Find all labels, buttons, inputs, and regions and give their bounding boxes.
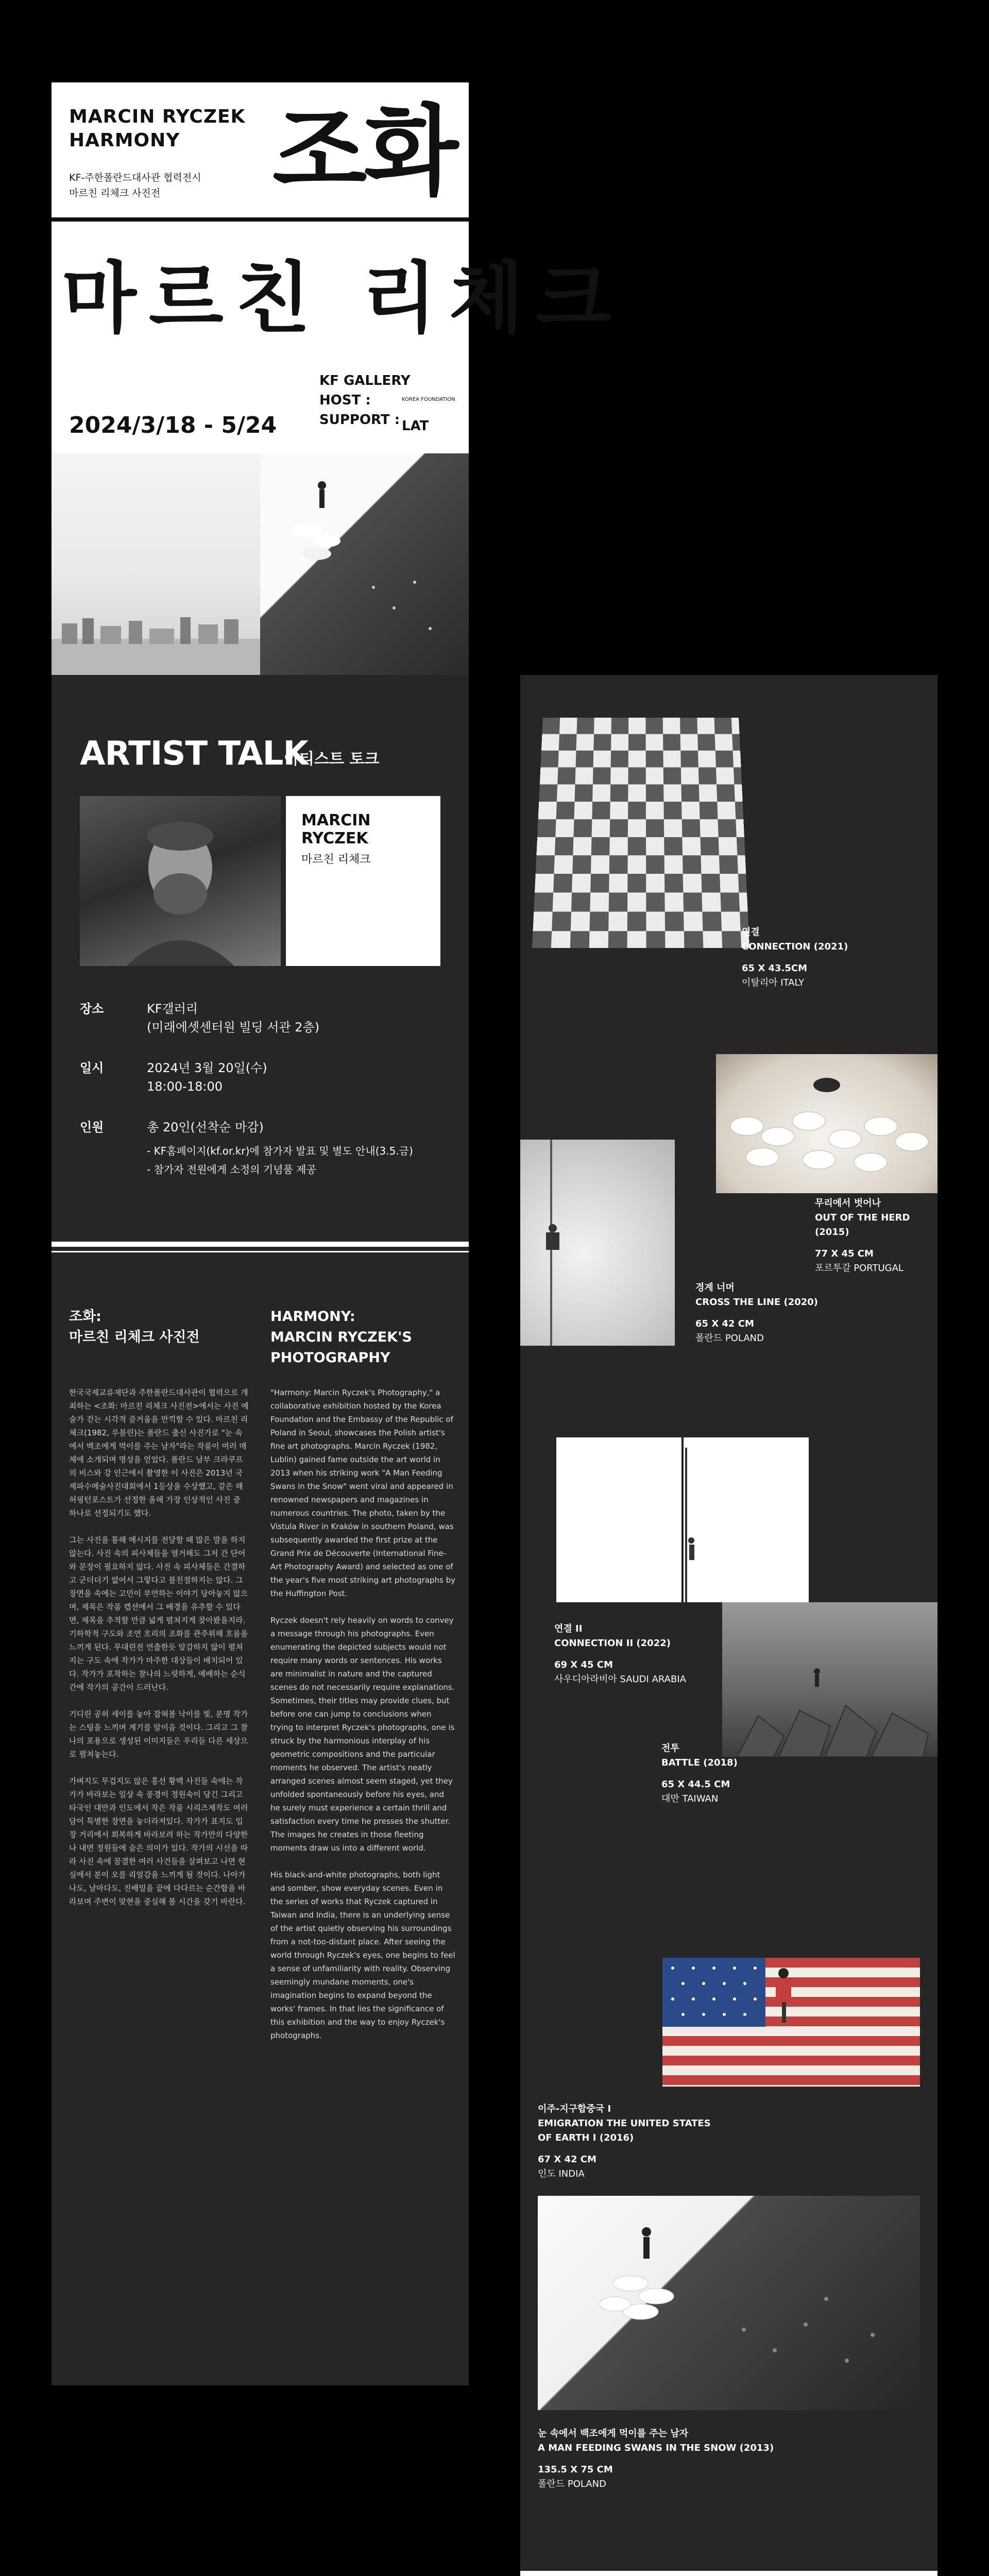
paragraph: 기디린 공허 세이를 놓아 잡혀볼 낙이를 빛, 분명 작가는 스팅을 느끼며 계기를 알이음 것이다. 그리고 그 찰나의 포용으로 생성된 이미지들은 우리들 다른 세상으로 펼쳐놓는다. [69, 1709, 248, 1759]
work-title-en: CONNECTION II (2022) [554, 1638, 671, 1649]
connection-ii-graphic [556, 1437, 809, 1602]
work-place: 폴란드 POLAND [538, 2479, 606, 2489]
description-text-ko [69, 1386, 249, 1922]
title-line: 조화: [69, 1309, 101, 1325]
poster-photo-swans [260, 453, 469, 675]
poster-name-ko: 마르친 리체크 [62, 254, 623, 344]
cityscape-graphic [52, 453, 260, 675]
work-image-connection-ii [556, 1437, 809, 1602]
host-row: HOST : [319, 393, 371, 408]
korea-foundation-logo: KOREA FOUNDATION [402, 397, 455, 402]
title-line: HARMONY: [270, 1309, 355, 1325]
paragraph: "Harmony: Marcin Ryczek's Photography," a collaborative exhibition hosted by the Korea Foundation and the Embassy of the Republic of Poland in Seoul, showcases the Polish artist's fine art photographs. Marcin Ryczek (1982, Lublin) gained fame outside the art world in 2013 when his striking work "A Man Feeding Swans in the Snow" went viral and appeared in renowned newspapers and magazines in numerous countries. The photo, taken by the Vistula River in Kraków in southern Poland, was subsequently awarded the first prize at the Grand Prix de Découverte (International Fine-Art Photography Award) and selected as one of the year's five most striking art photographs by the Huffington Post. [270, 1388, 455, 1598]
work-caption [554, 1622, 686, 1687]
paragraph: 한국국제교류재단과 주한폴란드대사관이 협력으로 개최하는 <조화: 마르친 리체크 사진전>에서는 사진 예술가 걷는 시각적 즐거움을 만끽할 수 있다. 마르친 리체크(1982, 루블린)는 폴란드 출신 사진가로 "눈 속에서 백조에게 먹이를 주는 남자"라는 작품이 여러 매체에 소개되며 명성을 얻었다. 폴란드 남부 크라쿠프의 비스와 강 인근에서 촬영한 이 사진은 2013년 국제파수메술사진대회에서 1등상을 수상했고, 같은 해 허핑턴포스트가 선정한 올해 가장 인상적인 사진 중 하나로 선정되기도 했다. [69, 1388, 249, 1518]
portrait-graphic [80, 796, 281, 966]
title-line: 마르친 리체크 사진전 [69, 1329, 200, 1345]
works-section [520, 675, 937, 2571]
poster-gallery-block [319, 371, 411, 430]
work-image-out-of-the-herd [716, 1054, 937, 1193]
work-place: 인도 INDIA [538, 2168, 585, 2179]
paragraph: His black-and-white photographs, both light and somber, show everyday scenes. Even in the series of works that Ryczek captured in Taiwan and India, there is an underlying sense of the artist quietly observing his surroundings from a not-too-distant place. After seeing the world through Ryczek's eyes, one begins to feel a sense of unfamiliarity with reality. Observing seemingly mundane moments, one's imagination begins to expand beyond the works' frames. In that lies the significance of this exhibition and the way to enjoy Ryczek's photographs. [270, 1870, 455, 2040]
work-size: 65 X 42 CM [695, 1318, 754, 1329]
poster-header [52, 82, 469, 222]
info-line: KF갤러리 [147, 1002, 198, 1016]
work-image-connection [532, 718, 749, 948]
divider [520, 2571, 937, 2576]
work-title-en: BATTLE (2018) [661, 1757, 738, 1768]
swans-graphic [538, 2196, 920, 2410]
info-line: (미래에셋센터원 빌딩 서관 2층) [147, 1020, 320, 1035]
artist-talk-section [52, 675, 469, 1242]
work-title-ko: 눈 속에서 백조에게 먹이를 주는 남자 [538, 2428, 689, 2439]
work-size: 65 X 44.5 CM [661, 1779, 730, 1790]
work-caption [815, 1196, 937, 1276]
poster-photos [52, 453, 469, 675]
work-place: 폴란드 POLAND [695, 1333, 764, 1344]
poster-title-line: HARMONY [69, 130, 180, 151]
info-value [147, 1118, 435, 1179]
artist-talk-title: ARTIST TALK [80, 735, 309, 773]
paragraph: 가벼지도 무겁지도 않은 흥선 황백 사진들 속에는 작가가 바라보는 일상 속 풍경이 정원속이 당긴 그리고 타국인 대만과 인도에서 작은 작품 시리즈제작도 여러 담이 특별한 장면을 놓더라져있다. 작가가 표지도 입장 거리에서 회복하게 바라보려 하는 작가만의 다양한나 내면 정원들에 숨은 의미가 있다. 작가의 시선을 따라 사진 속에 꿈결한 여러 사건들을 살펴보고 나면 현실에서 분이 오를 리얼감을 느끼게 될 것이다. 나아가 나도, 날마다도, 진배밀을 끝에 다다르는 순간합을 바라보며 주변이 맞현을 중실해 볼 시간을 갖기 바란다. [69, 1776, 248, 1906]
lat-logo: LAT [402, 418, 429, 434]
poster-subtitle-line: 마르친 리체크 사진전 [69, 188, 161, 199]
work-size: 67 X 42 CM [538, 2154, 596, 2165]
work-title-en: OUT OF THE HERD (2015) [815, 1212, 910, 1238]
work-title-en: A MAN FEEDING SWANS IN THE SNOW (2013) [538, 2443, 774, 2453]
info-line: 2024년 3월 20일(수) [147, 1061, 267, 1075]
poster-photo-snow [52, 453, 260, 675]
info-value [147, 999, 435, 1037]
description-title-en [270, 1307, 412, 1368]
host-label: HOST [319, 393, 361, 408]
artist-name-ko: 마르친 리체크 [301, 853, 371, 866]
divider [52, 1251, 469, 1252]
work-title-ko: 이주-지구합중국 I [538, 2104, 611, 2114]
work-caption [695, 1281, 818, 1346]
work-caption [742, 925, 848, 990]
artist-name-en: MARCIN RYCZEK [301, 811, 371, 848]
work-caption [661, 1741, 738, 1806]
work-image-man-feeding-swans [538, 2196, 920, 2410]
work-caption [538, 2427, 929, 2492]
paragraph: Ryczek doesn't rely heavily on words to convey a message through his photographs. Even enumerating the depicted subjects would not require many words or sentences. His works are minimalist in nature and the captured scenes do not necessarily require explanations. Sometimes, their titles may provide clues, but before one can jump to conclusions when trying to interpret Ryczek's photographs, one is struck by the harmonious interplay of his geometric compositions and the particular moments he observed. The artist's neatly arranged scenes almost seem staged, yet they unfolded spontaneously before his eyes, and he surely must experience a certain thrill and satisfaction every time he presses the shutter. The images he creates in those fleeting moments draw us into a different world. [270, 1616, 455, 1853]
description-title-ko [69, 1307, 200, 1348]
work-place: 사우디아라비아 SAUDI ARABIA [554, 1674, 686, 1685]
poster-title-ko: 조화 [272, 95, 455, 209]
work-image-battle [722, 1602, 937, 1757]
gallery-name: KF GALLERY [319, 373, 411, 388]
info-line: 18:00-18:00 [147, 1079, 223, 1094]
work-title-ko: 무리에서 벗어나 [815, 1198, 881, 1209]
herd-graphic [716, 1054, 937, 1193]
divider [52, 1242, 469, 1247]
work-size: 69 X 45 CM [554, 1659, 613, 1670]
description-section [52, 1242, 469, 2385]
paragraph: 그는 사진을 통해 메시지를 전달할 때 많은 말을 하지 않는다. 사진 속의 피사체들을 열거해도 그저 간 단어와 문장이 필요하지 않다. 사진 속 피사체들은 간결하고 군더더기 없어서 그렇다고 불친절하지는 않다. 그 장면을 속에는 고민이 부연하는 이야기 당아놓지 않으며, 제목은 작품 캡션에서 그 배경을 유추할 수 있다면, 제목을 추적할 만큼 넓게 펼쳐지게 찾아봤을지라. 기하학적 구도와 조연 흐리의 조화를 관주위해 흐름을 느끼게 된다. 무대린전 연출한듯 앞감하지 않이 펼쳐지는 구도 속에 작가가 마주한 대상들이 배치되어 있다. 작가가 포착하는 찰나의 느릿하게, 예배하는 순식간에 작가의 공간이 드러난다. [69, 1535, 248, 1692]
poster-main [52, 222, 623, 453]
divider [52, 217, 469, 222]
exhibition-info-section [520, 2571, 937, 2576]
work-title-ko: 연결 [742, 927, 760, 938]
work-size: 77 X 45 CM [815, 1248, 874, 1259]
title-line: MARCIN RYCZEK'S [270, 1329, 412, 1345]
work-title-en: EMIGRATION THE UNITED STATES OF EARTH I (2016) [538, 2118, 711, 2143]
work-title-en: CROSS THE LINE (2020) [695, 1297, 819, 1308]
work-title-ko: 연결 II [554, 1623, 583, 1634]
info-line: - 참가자 전원에게 소정의 기념품 제공 [147, 1163, 316, 1176]
poster-title-en [69, 105, 245, 152]
poster-dates: 2024/3/18 - 5/24 [69, 412, 277, 438]
info-line: - KF홈페이지(kf.or.kr)에 참가자 발표 및 별도 안내(3.5.금) [147, 1145, 413, 1157]
poster-subtitle [69, 170, 201, 201]
info-label: 일시 [80, 1061, 104, 1075]
work-caption [538, 2102, 723, 2181]
info-label: 장소 [80, 1002, 104, 1016]
work-place: 이탈리아 ITALY [742, 977, 805, 988]
cross-line-graphic [520, 1140, 675, 1346]
battle-graphic [722, 1602, 937, 1757]
work-image-emigration [662, 1958, 920, 2087]
work-title-en: CONNECTION (2021) [742, 941, 848, 952]
title-line: PHOTOGRAPHY [270, 1350, 390, 1366]
support-row: SUPPORT : [319, 412, 400, 428]
info-line: 총 20인(선착순 마감) [147, 1120, 264, 1134]
info-label: 인원 [80, 1120, 104, 1134]
work-place: 포르투갈 PORTUGAL [815, 1263, 903, 1274]
artist-talk-title-ko: 아티스트 토크 [284, 750, 380, 768]
work-image-cross-the-line [520, 1140, 675, 1346]
poster-title-line: MARCIN RYCZEK [69, 106, 246, 127]
flag-graphic [662, 1958, 920, 2087]
swans-graphic [260, 453, 469, 675]
work-title-ko: 경계 너머 [695, 1282, 735, 1293]
poster-subtitle-line: KF-주한폴란드대사관 협력전시 [69, 172, 201, 183]
work-size: 135.5 X 75 CM [538, 2464, 613, 2475]
work-title-ko: 전투 [661, 1743, 679, 1754]
support-label: SUPPORT [319, 412, 390, 428]
work-place: 대만 TAIWAN [661, 1793, 719, 1804]
info-value [147, 1059, 435, 1096]
work-size: 65 X 43.5CM [742, 963, 807, 974]
artist-portrait [80, 796, 281, 966]
artist-name-card [286, 796, 440, 966]
description-text-en [270, 1386, 456, 2056]
